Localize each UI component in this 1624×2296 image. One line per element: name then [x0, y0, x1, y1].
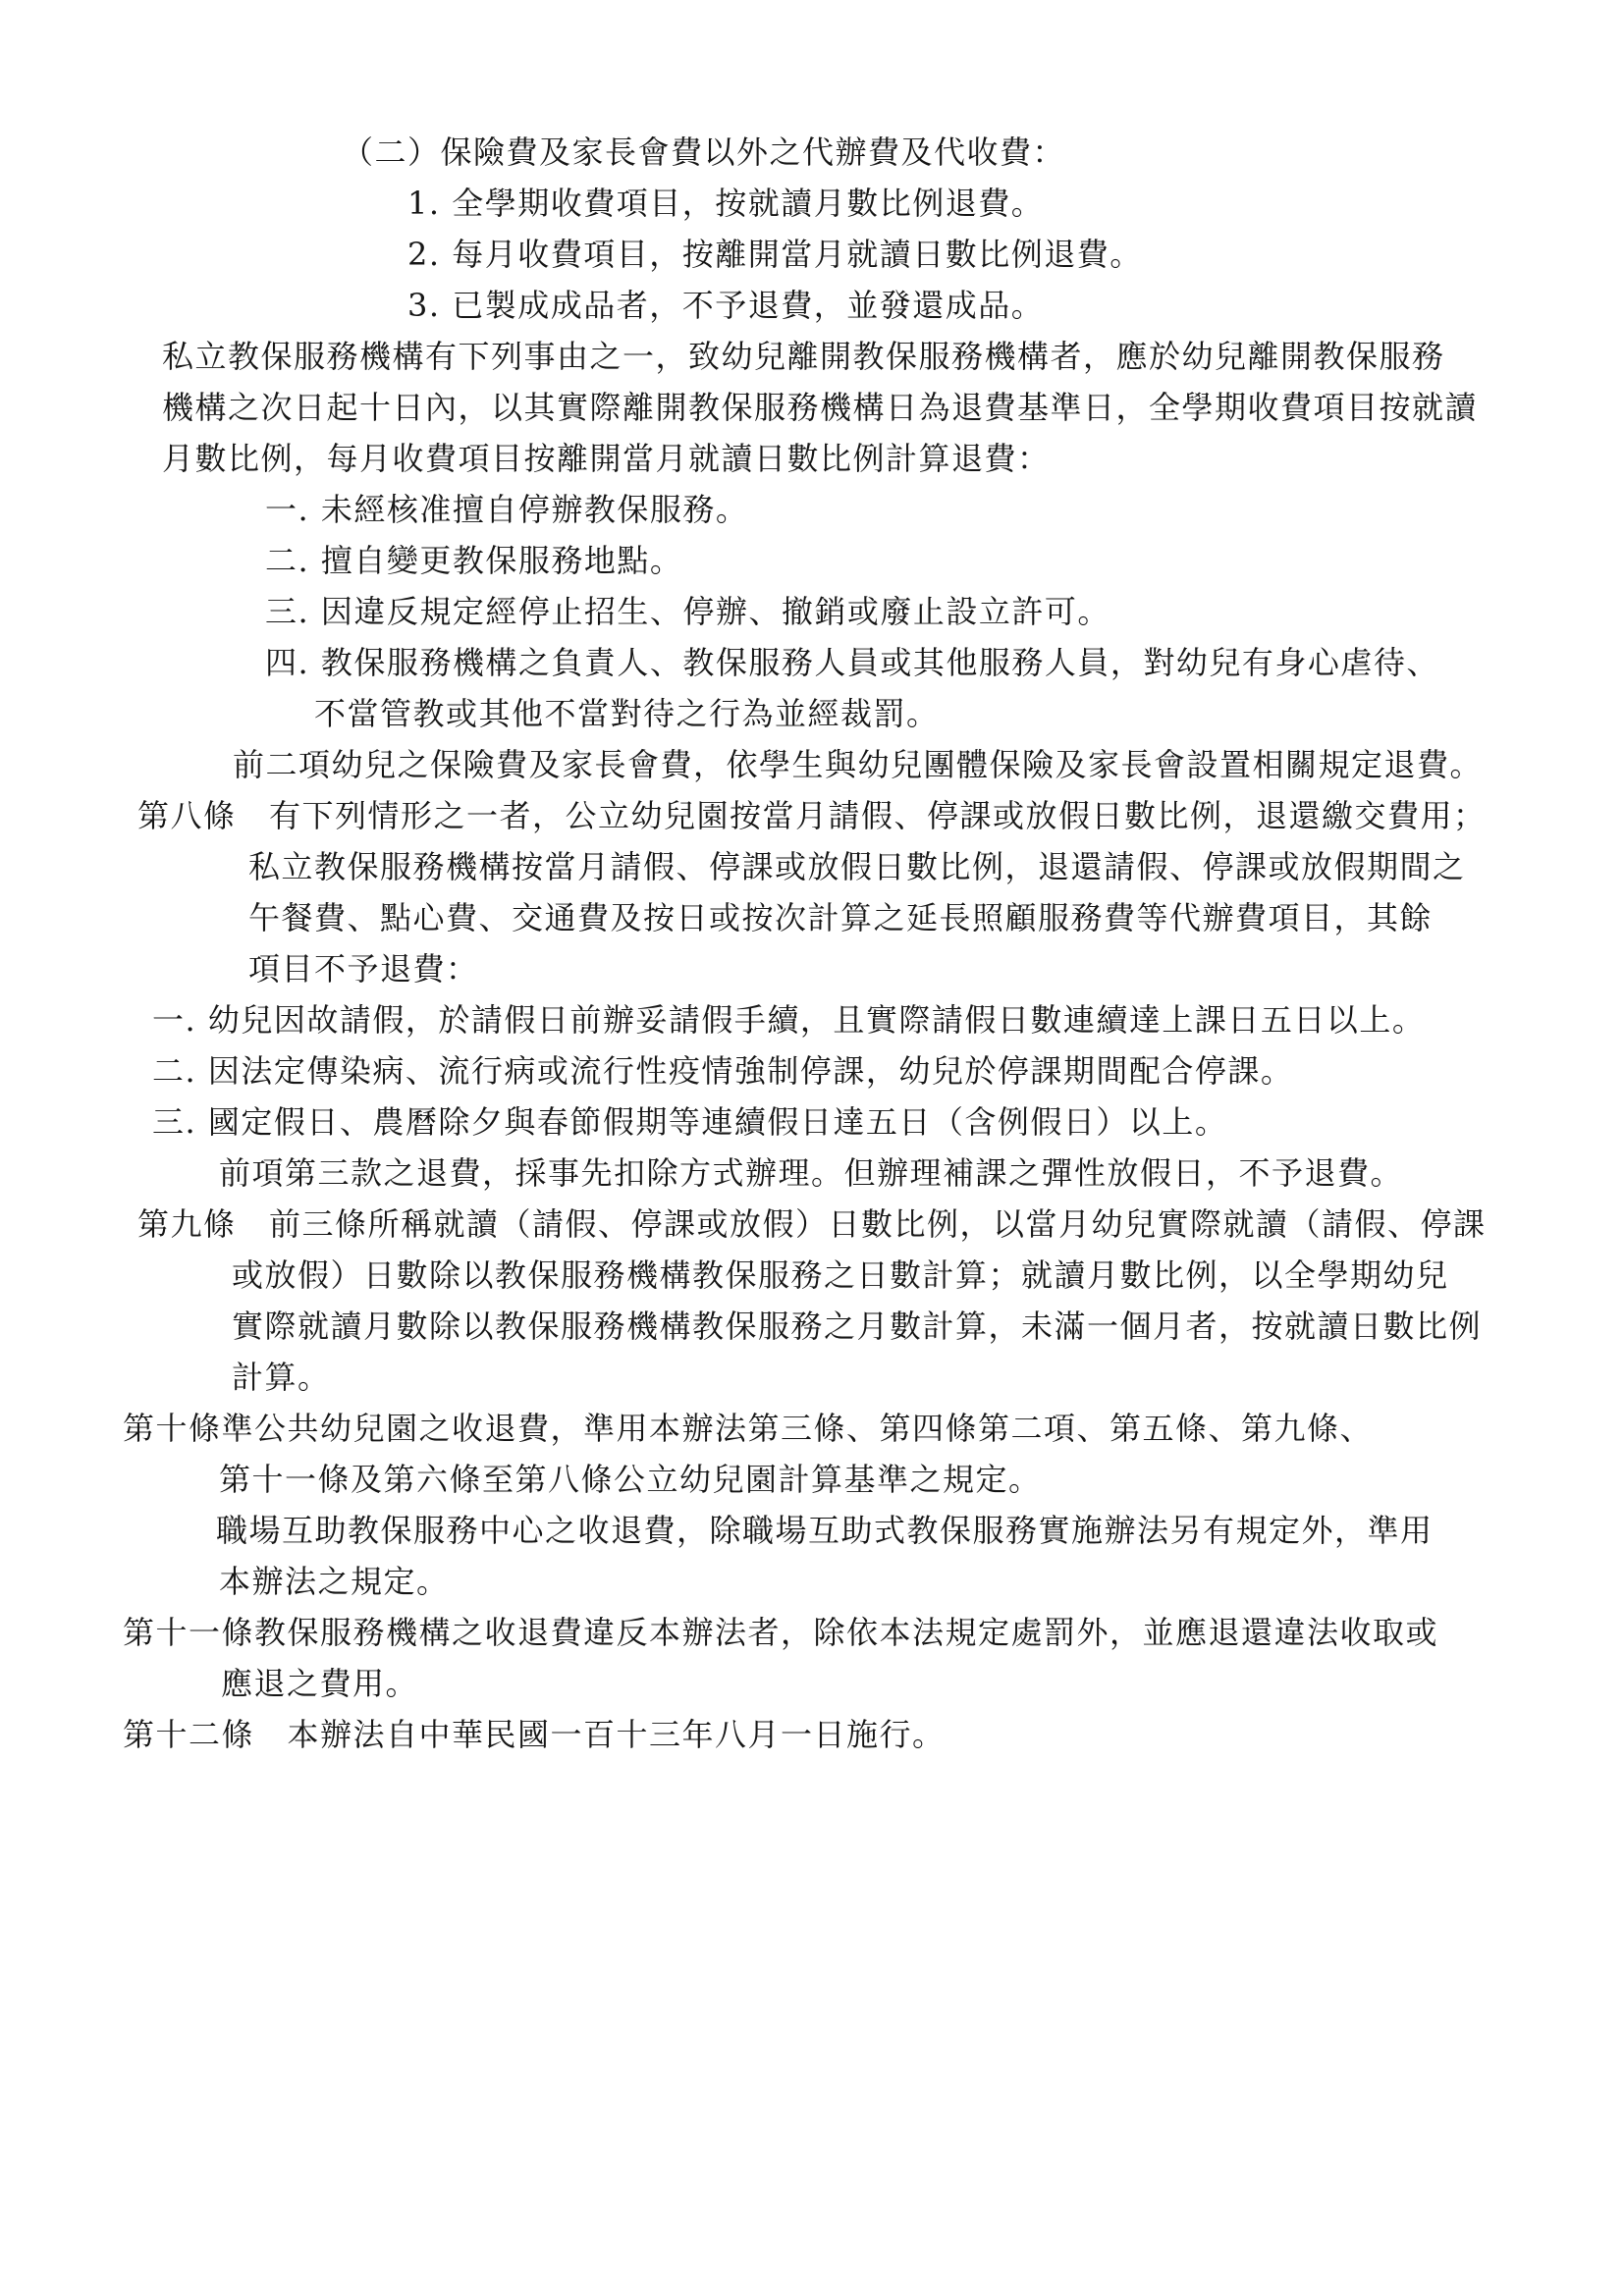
- document-line: 私立教保服務機構按當月請假、停課或放假日數比例，退還請假、停課或放假期間之: [248, 848, 1466, 885]
- document-line: 或放假）日數除以教保服務機構教保服務之日數計算；就讀月數比例，以全學期幼兒: [232, 1256, 1449, 1294]
- document-line: 第十一條教保服務機構之收退費違反本辦法者，除依本法規定處罰外，並應退還違法收取或: [123, 1614, 1439, 1651]
- document-body: [0, 127, 1624, 1760]
- document-line: 三. 國定假日、農曆除夕與春節假期等連續假日達五日（含例假日）以上。: [152, 1103, 1228, 1141]
- document-line: 二. 因法定傳染病、流行病或流行性疫情強制停課，幼兒於停課期間配合停課。: [152, 1052, 1294, 1090]
- document-line: 職場互助教保服務中心之收退費，除職場互助式教保服務實施辦法另有規定外，準用: [216, 1512, 1434, 1549]
- document-line: 前項第三款之退費，採事先扣除方式辦理。但辦理補課之彈性放假日，不予退費。: [219, 1154, 1404, 1192]
- document-line: 一. 未經核准擅自停辦教保服務。: [265, 491, 749, 528]
- document-line: 第十條準公共幼兒園之收退費，準用本辦法第三條、第四條第二項、第五條、第九條、: [123, 1410, 1374, 1447]
- document-line: 3. 已製成成品者，不予退費，並發還成品。: [407, 287, 1045, 324]
- document-line: 2. 每月收費項目，按離開當月就讀日數比例退費。: [407, 236, 1143, 273]
- document-line: （二）保險費及家長會費以外之代辦費及代收費：: [342, 133, 1066, 171]
- document-line: 第九條 前三條所稱就讀（請假、停課或放假）日數比例，以當月幼兒實際就讀（請假、停課: [137, 1205, 1487, 1243]
- document-line: 二. 擅自變更教保服務地點。: [265, 542, 683, 579]
- document-line: 第十二條 本辦法自中華民國一百十三年八月一日施行。: [123, 1716, 946, 1753]
- document-line: 第十一條及第六條至第八條公立幼兒園計算基準之規定。: [219, 1461, 1042, 1498]
- document-line: 不當管教或其他不當對待之行為並經裁罰。: [314, 695, 940, 732]
- document-line: 項目不予退費：: [248, 950, 479, 988]
- document-line: 前二項幼兒之保險費及家長會費，依學生與幼兒團體保險及家長會設置相關規定退費。: [233, 746, 1484, 783]
- document-line: 實際就讀月數除以教保服務機構教保服務之月數計算，未滿一個月者，按就讀日數比例: [232, 1308, 1483, 1345]
- document-line: 一. 幼兒因故請假，於請假日前辦妥請假手續，且實際請假日數連續達上課日五日以上。: [152, 1001, 1426, 1039]
- document-line: 月數比例，每月收費項目按離開當月就讀日數比例計算退費：: [162, 440, 1051, 477]
- document-line: 應退之費用。: [221, 1665, 419, 1702]
- document-line: 1. 全學期收費項目，按就讀月數比例退費。: [407, 185, 1045, 222]
- document-line: 計算。: [232, 1359, 331, 1396]
- document-line: 三. 因違反規定經停止招生、停辦、撤銷或廢止設立許可。: [265, 593, 1110, 630]
- document-line: 第八條 有下列情形之一者，公立幼兒園按當月請假、停課或放假日數比例，退還繳交費用；: [137, 797, 1487, 834]
- document-line: 本辦法之規定。: [219, 1563, 450, 1600]
- document-line: 四. 教保服務機構之負責人、教保服務人員或其他服務人員，對幼兒有身心虐待、: [265, 644, 1439, 681]
- document-line: 機構之次日起十日內，以其實際離開教保服務機構日為退費基準日，全學期收費項目按就讀: [162, 389, 1479, 426]
- document-line: 私立教保服務機構有下列事由之一，致幼兒離開教保服務機構者，應於幼兒離開教保服務: [162, 338, 1445, 375]
- document-line: 午餐費、點心費、交通費及按日或按次計算之延長照顧服務費等代辦費項目，其餘: [248, 899, 1434, 936]
